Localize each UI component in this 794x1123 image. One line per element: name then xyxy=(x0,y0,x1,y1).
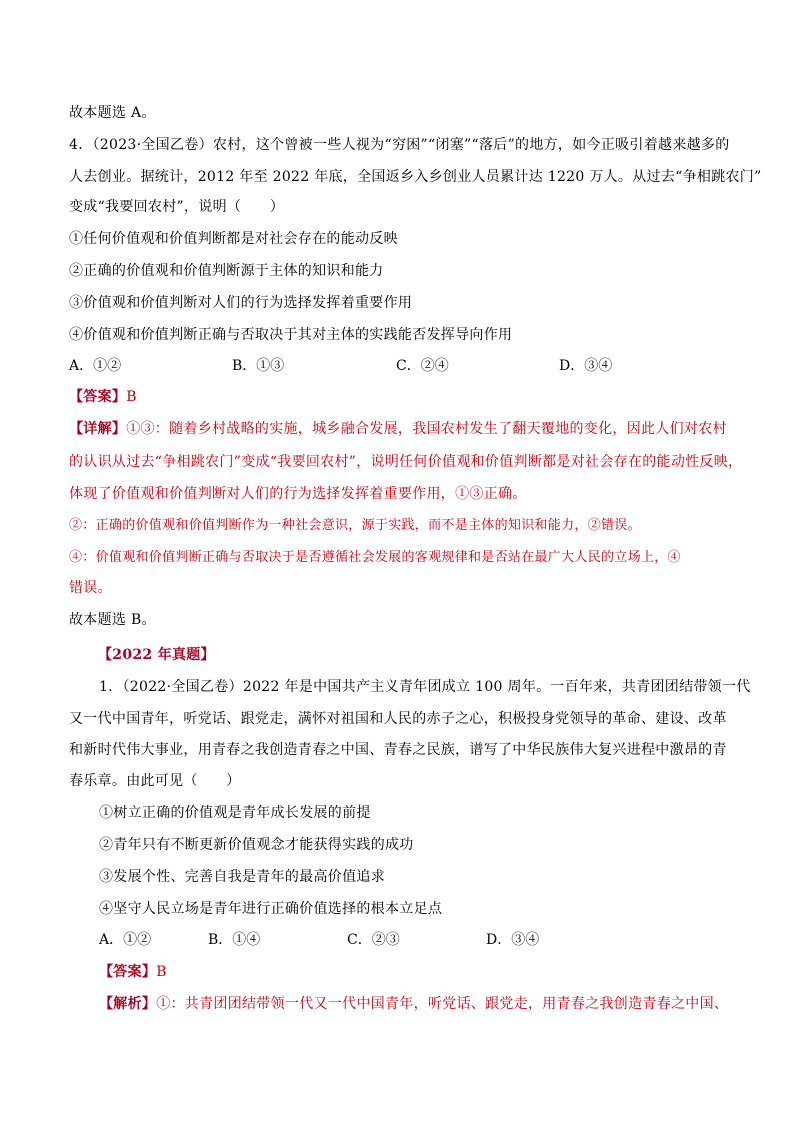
q4-item-4: ④价值观和价值判断正确与否取决于其对主体的实践能否发挥导向作用 xyxy=(69,327,513,343)
q1-item-4: ④坚守人民立场是青年进行正确价值选择的根本立足点 xyxy=(99,901,443,917)
q1-explain-line-1 xyxy=(99,994,728,1014)
explain-label: 【解析】 xyxy=(99,996,157,1012)
q4-option-c: C．②④ xyxy=(396,358,449,374)
previous-conclusion: 故本题选 A。 xyxy=(69,105,156,121)
answer-label: 【答案】 xyxy=(99,964,157,980)
q1-stem-line-1: 1．（2022·全国乙卷）2022 年是中国共产主义青年团成立 100 周年。一百年来，共青团团结带领一代 xyxy=(99,679,751,695)
q4-option-a: A．①② xyxy=(69,358,122,374)
q1-stem-line-4: 春乐章。由此可见（ ） xyxy=(69,773,241,789)
q4-stem-line-1: 4．（2023·全国乙卷）农村，这个曾被一些人视为“穷困”“闭塞”“落后”的地方，如今正吸引着越来越多的 xyxy=(69,137,730,153)
q4-conclusion: 故本题选 B。 xyxy=(69,612,156,628)
q1-item-2: ②青年只有不断更新价值观念才能获得实践的成功 xyxy=(99,837,414,853)
section-title: 【2022 年真题】 xyxy=(98,647,215,663)
answer-label: 【答案】 xyxy=(69,389,127,405)
explain-text: ①：共青团团结带领一代又一代中国青年，听党话、跟党走，用青春之我创造青春之中国、 xyxy=(156,996,729,1012)
q4-stem-line-2: 人去创业。据统计，2012 年至 2022 年底，全国返乡入乡创业人员累计达 1220 万人。从过去“争相跳农门” xyxy=(69,169,762,185)
q4-explain-line-3: 体现了价值观和价值判断对人们的行为选择发挥着重要作用，①③正确。 xyxy=(69,486,527,502)
q1-option-d: D．③④ xyxy=(486,932,540,948)
q1-option-b: B．①④ xyxy=(208,932,261,948)
q1-stem-line-3: 和新时代伟大事业，用青春之我创造青春之中国、青春之民族，谱写了中华民族伟大复兴进程中激昂的青 xyxy=(69,742,727,758)
q4-explain-line-2: 的认识从过去“争相跳农门”变成“我要回农村”，说明任何价值观和价值判断都是对社会存在的能动性反映， xyxy=(69,454,743,470)
explain-label: 【详解】 xyxy=(69,421,127,437)
q4-stem-line-3: 变成“我要回农村”，说明（ ） xyxy=(69,199,285,215)
q4-answer xyxy=(69,387,137,407)
answer-value: B xyxy=(156,964,167,980)
q1-item-1: ①树立正确的价值观是青年成长发展的前提 xyxy=(99,805,371,821)
q1-stem-line-2: 又一代中国青年，听党话、跟党走，满怀对祖国和人民的赤子之心，积极投身党领导的革命、建设、改革 xyxy=(69,711,727,727)
q1-item-3: ③发展个性、完善自我是青年的最高价值追求 xyxy=(99,869,385,885)
q4-explain-line-1 xyxy=(69,419,727,439)
answer-value: B xyxy=(126,389,137,405)
q4-explain-line-4: ②：正确的价值观和价值判断作为一种社会意识，源于实践，而不是主体的知识和能力，②错误。 xyxy=(69,518,641,533)
q4-item-2: ②正确的价值观和价值判断源于主体的知识和能力 xyxy=(69,263,384,279)
q4-item-1: ①任何价值观和价值判断都是对社会存在的能动反映 xyxy=(69,231,398,247)
q1-option-c: C．②③ xyxy=(347,932,400,948)
q1-answer xyxy=(99,962,167,982)
q4-option-d: D．③④ xyxy=(559,358,613,374)
q1-option-a: A．①② xyxy=(99,932,152,948)
q4-explain-line-6: 错误。 xyxy=(69,580,112,596)
explain-text: ①③：随着乡村战略的实施，城乡融合发展，我国农村发生了翻天覆地的变化，因此人们对农村 xyxy=(126,421,727,437)
q4-item-3: ③价值观和价值判断对人们的行为选择发挥着重要作用 xyxy=(69,295,413,311)
q4-explain-line-5: ④：价值观和价值判断正确与否取决于是否遵循社会发展的客观规律和是否站在最广大人民的立场上，④ xyxy=(69,550,681,565)
q4-option-b: B．①③ xyxy=(232,358,285,374)
